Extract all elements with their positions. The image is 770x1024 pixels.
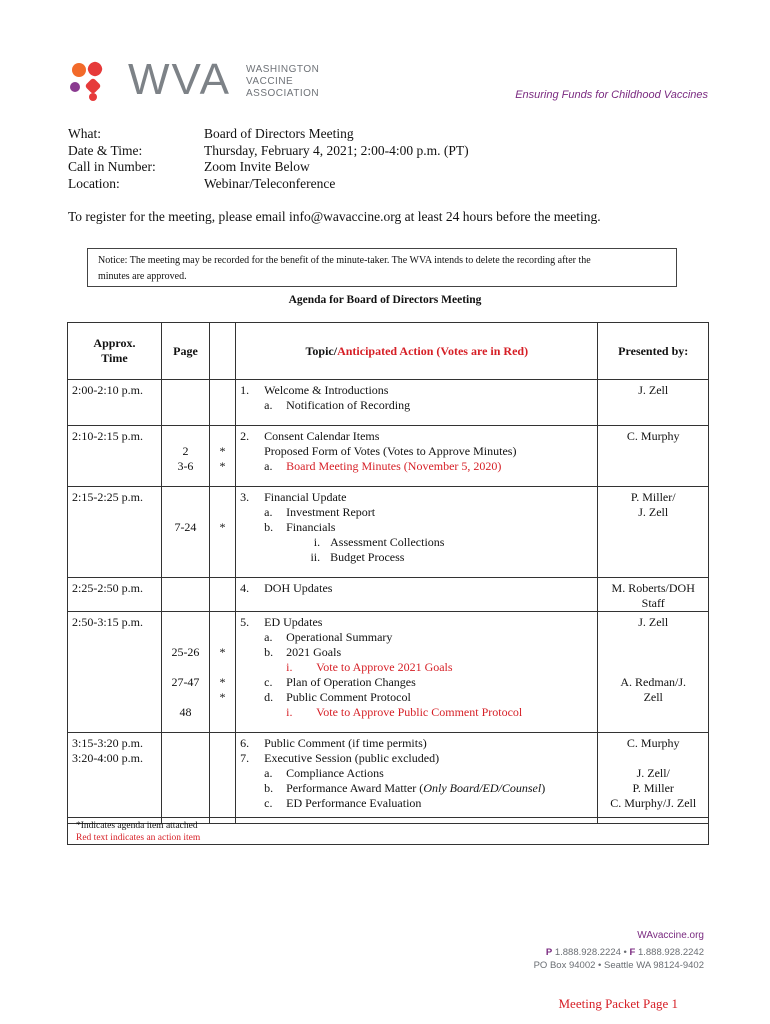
call-label: Call in Number: xyxy=(68,159,156,174)
table-row: 2:15-2:25 p.m. 7-24 * 3. Financial Update a. Investment Report b. Financials i. Assessment Collections ii. Budget Process P. Miller/ J. Zell xyxy=(68,487,709,578)
table-row: 2:00-2:10 p.m. 1. Welcome & Introductions a. Notification of Recording J. Zell xyxy=(68,380,709,426)
agenda-title: Agenda for Board of Directors Meeting xyxy=(288,294,482,306)
page-number: Meeting Packet Page 1 xyxy=(558,996,678,1011)
date-label: Date & Time: xyxy=(68,142,143,158)
header-time: Approx. Time xyxy=(68,323,162,380)
org-name: WASHINGTON VACCINE ASSOCIATION xyxy=(246,64,320,99)
location-label: Location: xyxy=(68,175,120,191)
footnote: *Indicates agenda item attached Red text indicates an action item xyxy=(67,817,709,845)
header-presented-by: Presented by: xyxy=(598,323,709,380)
location-value: Webinar/Teleconference xyxy=(204,175,336,191)
what-value: Board of Directors Meeting xyxy=(204,126,354,141)
tagline: Ensuring Funds for Childhood Vaccines xyxy=(515,89,708,101)
table-row: 3:15-3:20 p.m. 3:20-4:00 p.m. 6. Public Comment (if time permits) 7. Executive Session (public excluded) a. Compliance Actions b. Performance Award Matter (Only Board/ED/Counsel) c. ED Performance Evaluation C. Murphy J. Zell/ P. Miller C. Murphy/J. Zell xyxy=(68,733,709,824)
table-row: 2:25-2:50 p.m. 4. DOH Updates M. Roberts/DOH Staff xyxy=(68,578,709,612)
date-value: Thursday, February 4, 2021; 2:00-4:00 p.m. (PT) xyxy=(204,142,469,158)
register-instructions: To register for the meeting, please email info@wavaccine.org at least 24 hours before the meeting. xyxy=(68,209,601,224)
meeting-info xyxy=(68,126,469,192)
header-topic: Topic/Anticipated Action (Votes are in Red) xyxy=(236,323,598,380)
table-row: 2:10-2:15 p.m. 2 3-6 * * 2. Consent Calendar Items Proposed Form of Votes (Votes to Approve Minutes) a. Board Meeting Minutes (November 5, 2020) C. Murphy xyxy=(68,426,709,487)
footer-website: WAvaccine.org xyxy=(637,930,704,941)
footer-contact: P 1.888.928.2224 • F 1.888.928.2242 PO Box 94002 • Seattle WA 98124-9402 xyxy=(533,947,704,971)
logo-wordmark: WVA xyxy=(128,55,231,104)
call-value: Zoom Invite Below xyxy=(204,159,310,174)
what-label: What: xyxy=(68,126,101,141)
table-header-row xyxy=(68,323,709,380)
agenda-table xyxy=(67,322,709,824)
header-page: Page xyxy=(161,323,209,380)
recording-notice: Notice: The meeting may be recorded for the benefit of the minute-taker. The WVA intends to delete the recording after the minutes are approved. xyxy=(87,248,677,287)
logo-dots-icon xyxy=(66,60,126,104)
table-row: 2:50-3:15 p.m. 25-26 27-47 48 * * * 5. ED Updates a. Operational Summary b. 2021 Goals i. Vote to Approve 2021 Goals c. Plan of Operation Changes d. Public Comment Protocol i. Vote to Approve Public Comment Protocol J. Zell A. Redman/J. Zell xyxy=(68,612,709,733)
